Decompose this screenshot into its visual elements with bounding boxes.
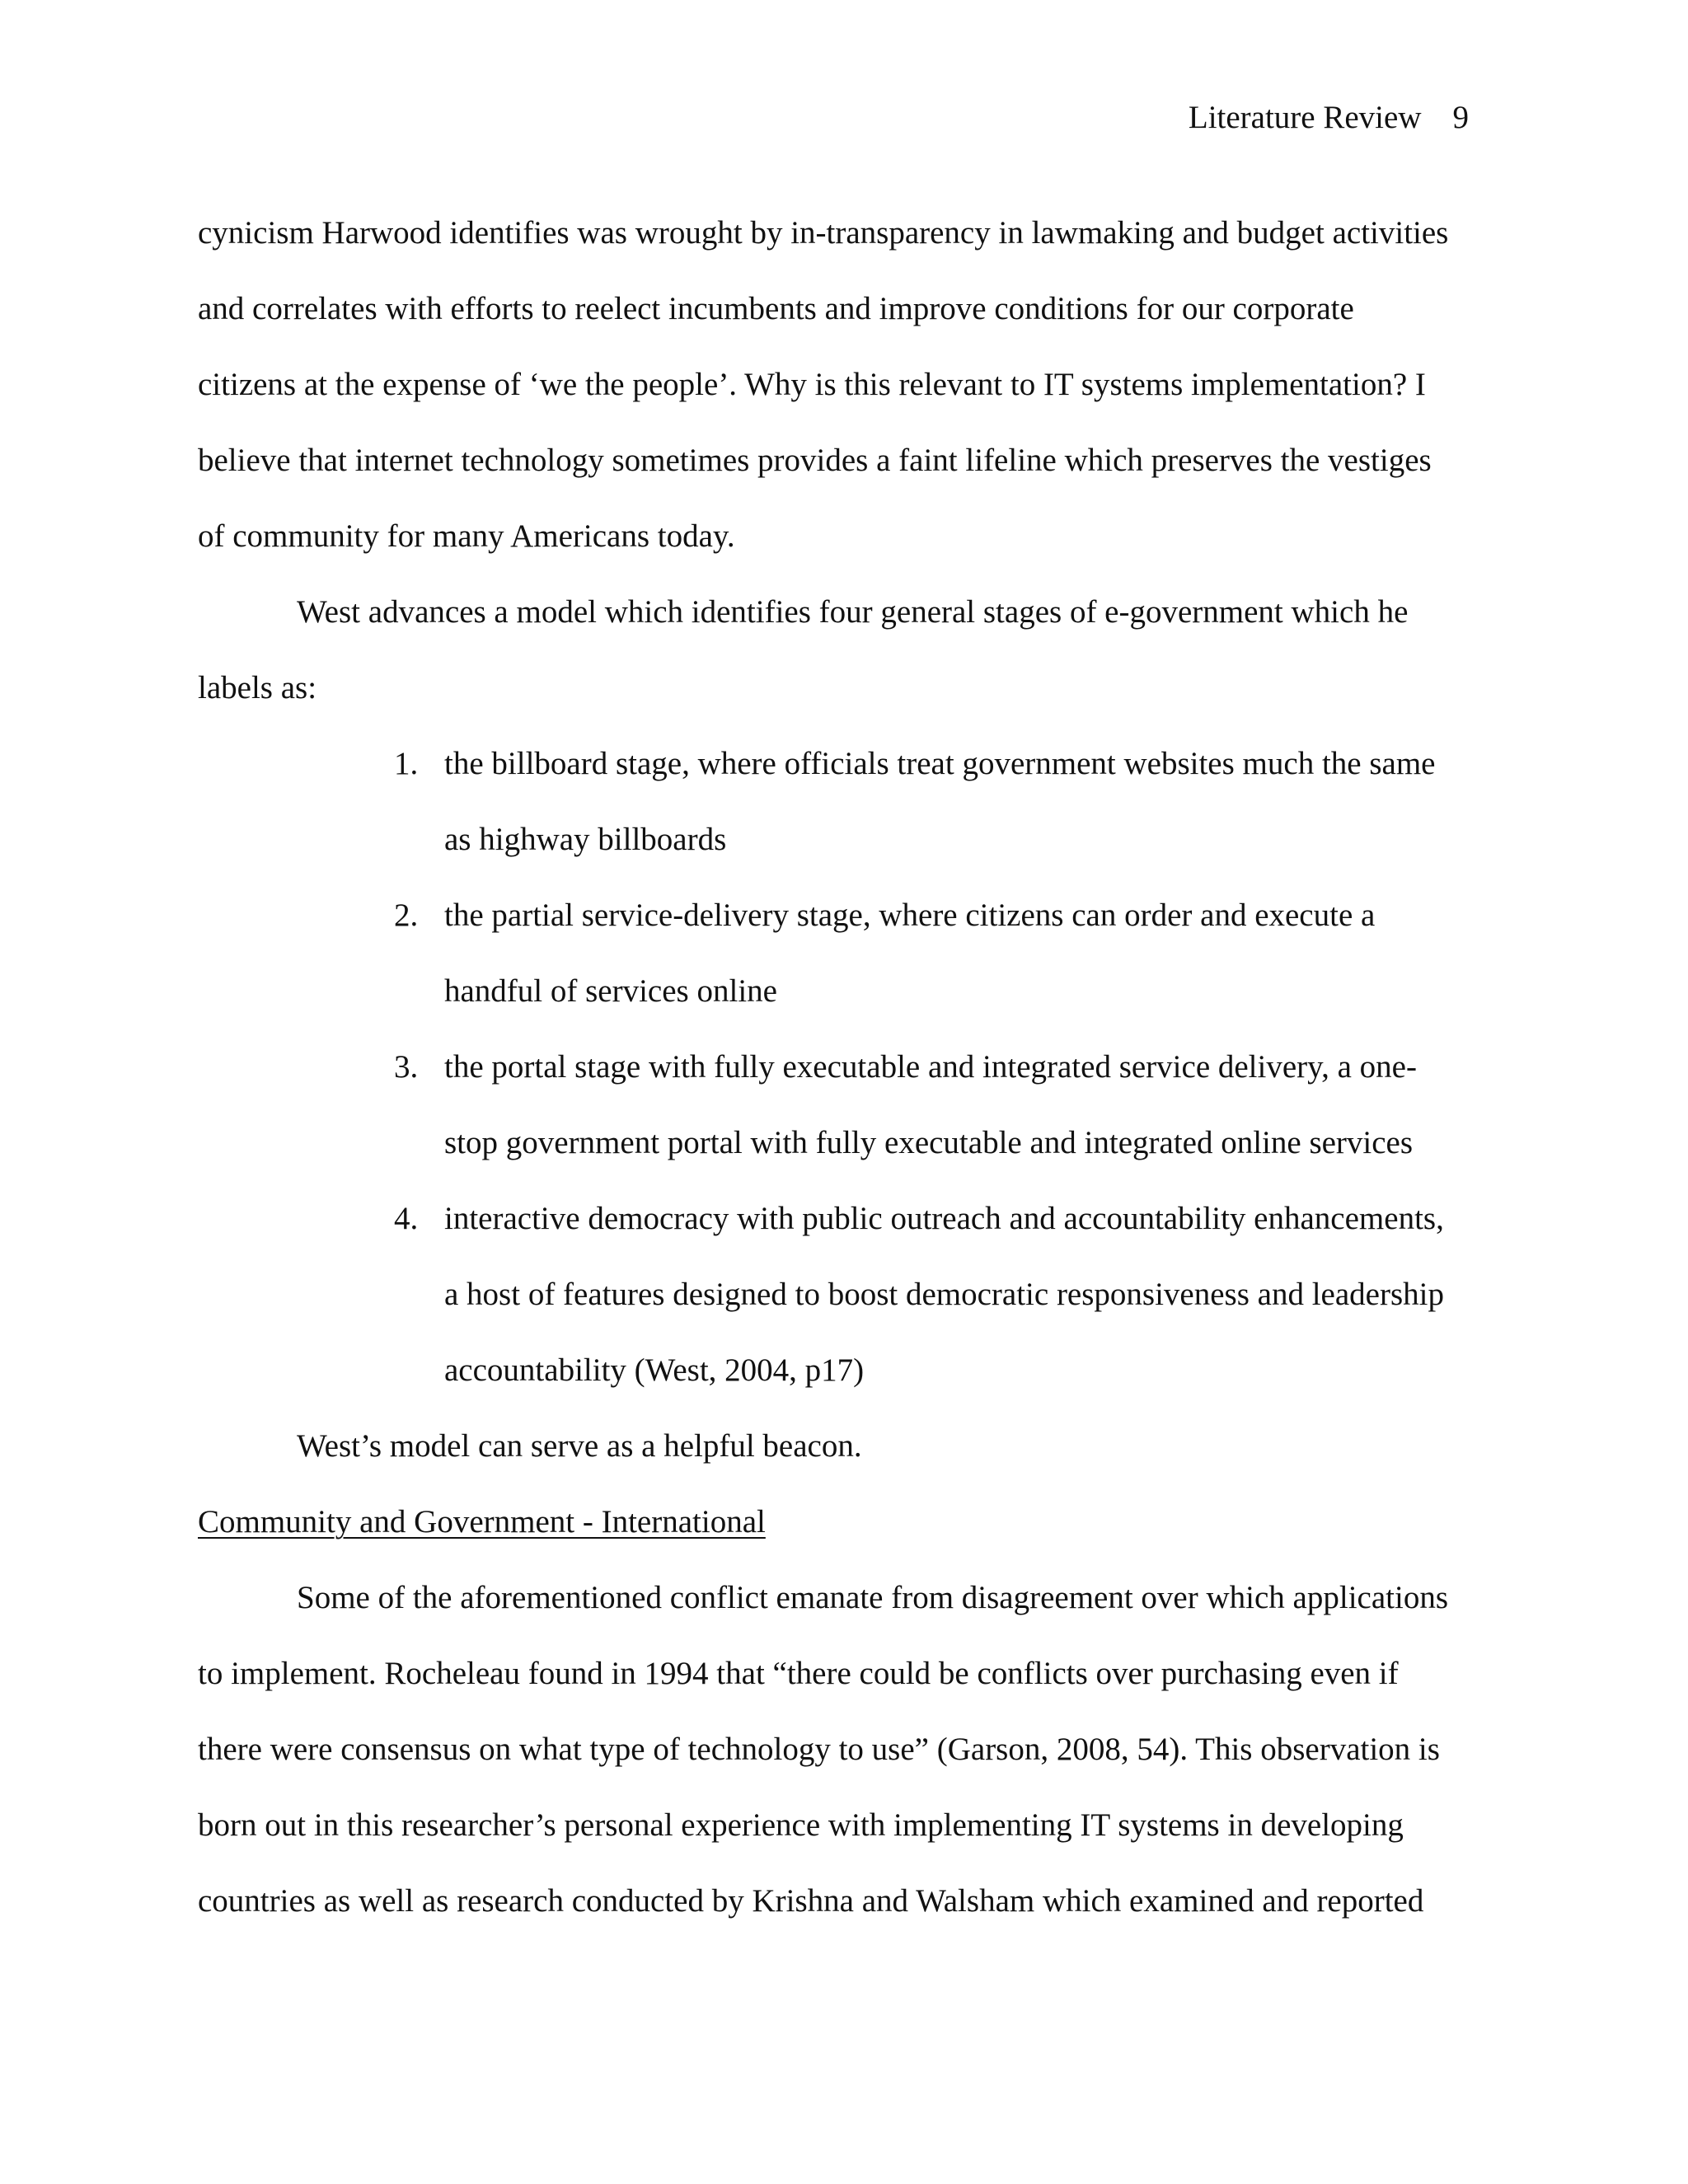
list-number: 1. (394, 746, 419, 781)
text-line: and correlates with efforts to reelect incumbents and improve conditions for our corporate (198, 291, 1354, 326)
running-head: Literature Review (1188, 100, 1422, 135)
list-number: 3. (394, 1049, 419, 1085)
page-number: 9 (1452, 100, 1469, 135)
text-line: to implement. Rocheleau found in 1994 that “there could be conflicts over purchasing even if (198, 1656, 1399, 1691)
list-number: 4. (394, 1201, 419, 1236)
page-header (1189, 97, 1469, 138)
list-item (198, 878, 1484, 1029)
list-item-text: the billboard stage, where officials treat government websites much the same (444, 746, 1436, 781)
document-body (198, 195, 1484, 1939)
list-item-text: the portal stage with fully executable and integrated service delivery, a one- (444, 1049, 1417, 1085)
list-item-text: accountability (West, 2004, p17) (444, 1352, 865, 1388)
list-item-text: as highway billboards (444, 822, 727, 857)
list-item-text: the partial service-delivery stage, where citizens can order and execute a (444, 898, 1376, 933)
paragraph-3 (198, 1408, 1484, 1484)
text-line: born out in this researcher’s personal experience with implementing IT systems in developing (198, 1807, 1404, 1843)
text-line: of community for many Americans today. (198, 518, 735, 554)
list-item-text: interactive democracy with public outreach and accountability enhancements, (444, 1201, 1444, 1236)
text-line: West’s model can serve as a helpful beacon. (297, 1428, 862, 1464)
text-line: citizens at the expense of ‘we the people’. Why is this relevant to IT systems implementation? I (198, 367, 1426, 402)
list-item-text: a host of features designed to boost democratic responsiveness and leadership (444, 1277, 1444, 1312)
text-line: cynicism Harwood identifies was wrought by in-transparency in lawmaking and budget activities (198, 215, 1449, 251)
list-item (198, 726, 1484, 878)
paragraph-2 (198, 574, 1484, 726)
text-line: countries as well as research conducted by Krishna and Walsham which examined and reported (198, 1883, 1424, 1919)
list-item-text: handful of services online (444, 973, 777, 1009)
text-line: believe that internet technology sometimes provides a faint lifeline which preserves the vestiges (198, 443, 1432, 478)
text-line: West advances a model which identifies four general stages of e-government which he (297, 594, 1409, 630)
paragraph-4 (198, 1560, 1484, 1939)
text-line: labels as: (198, 670, 317, 705)
section-heading: Community and Government - International (198, 1504, 766, 1540)
text-line: there were consensus on what type of technology to use” (Garson, 2008, 54). This observation is (198, 1732, 1440, 1767)
list-item (198, 1181, 1484, 1408)
list-number: 2. (394, 898, 419, 933)
list-item (198, 1029, 1484, 1181)
list-item-text: stop government portal with fully executable and integrated online services (444, 1125, 1414, 1160)
paragraph-1 (198, 195, 1484, 574)
stages-list (198, 726, 1484, 1408)
text-line: Some of the aforementioned conflict emanate from disagreement over which applications (297, 1580, 1448, 1615)
